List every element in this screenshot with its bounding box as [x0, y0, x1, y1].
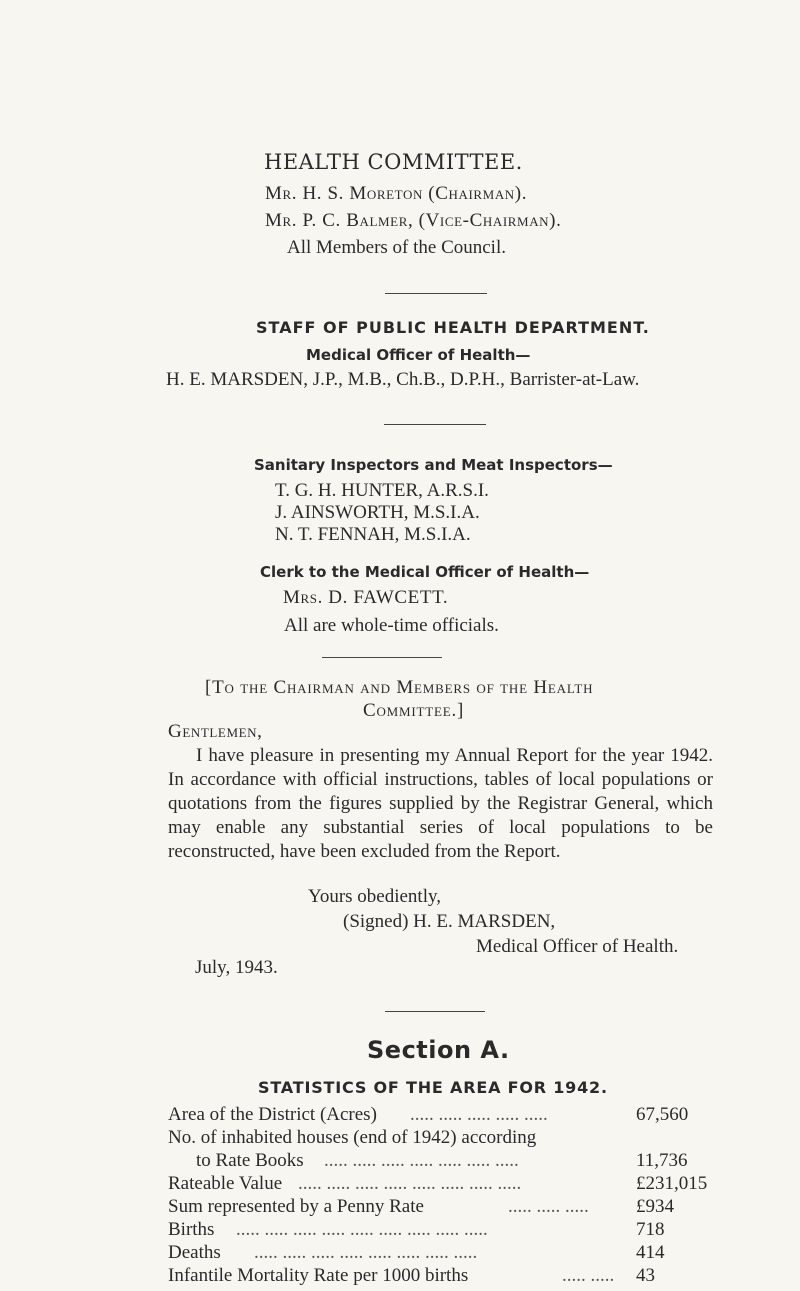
committee-chairman: Mr. H. S. Moreton (Chairman).: [265, 183, 528, 204]
leader-dots: ..... .....: [562, 1265, 615, 1286]
stat-label: Births: [168, 1219, 215, 1240]
stat-label: Deaths: [168, 1242, 221, 1263]
inspectors-label: Sanitary Inspectors and Meat Inspectors—: [254, 456, 613, 474]
letter-address-line1: [To the Chairman and Members of the Health: [205, 677, 594, 698]
committee-members: All Members of the Council.: [287, 237, 506, 258]
committee-title: HEALTH COMMITTEE.: [264, 150, 523, 174]
letter-closing: Yours obediently,: [308, 886, 442, 907]
inspector-item: N. T. FENNAH, M.S.I.A.: [275, 524, 471, 545]
stat-value: £231,015: [636, 1173, 708, 1194]
stat-value: 67,560: [636, 1104, 689, 1125]
letter-date: July, 1943.: [195, 957, 278, 978]
letter-salutation: Gentlemen,: [168, 721, 263, 742]
stat-value: 414: [636, 1242, 665, 1263]
leader-dots: ..... ..... ..... ..... ..... ..... .....: [324, 1150, 519, 1171]
stat-value: 718: [636, 1219, 665, 1240]
clerk-name: Mrs. D. FAWCETT.: [283, 587, 449, 608]
stat-label: to Rate Books: [196, 1150, 304, 1171]
stat-label: Area of the District (Acres): [168, 1104, 377, 1125]
staff-title: STAFF OF PUBLIC HEALTH DEPARTMENT.: [256, 318, 650, 337]
leader-dots: ..... ..... ..... ..... ..... ..... ..... ..... .....: [236, 1219, 488, 1240]
moh-label: Medical Officer of Health—: [306, 346, 531, 364]
divider: [385, 1011, 485, 1012]
divider: [384, 424, 486, 425]
divider: [322, 657, 442, 658]
stat-label: Sum represented by a Penny Rate: [168, 1196, 424, 1217]
letter-body: I have pleasure in presenting my Annual Report for the year 1942. In accordance with official instructions, tables of local populations or quotations from the figures supplied by the Registrar General, which may enable any substantial series of local populations to be reconstructed, have been excluded from the Report.: [168, 745, 713, 862]
section-title: Section A.: [367, 1036, 510, 1064]
leader-dots: ..... ..... ..... ..... ..... ..... ..... .....: [298, 1173, 522, 1194]
stat-value: £934: [636, 1196, 674, 1217]
inspector-item: T. G. H. HUNTER, A.R.S.I.: [275, 480, 489, 501]
inspector-item: J. AINSWORTH, M.S.I.A.: [275, 502, 480, 523]
moh-name: H. E. MARSDEN, J.P., M.B., Ch.B., D.P.H., Barrister-at-Law.: [166, 369, 640, 390]
stat-value: 43: [636, 1265, 655, 1286]
leader-dots: ..... ..... ..... ..... ..... ..... ..... .....: [254, 1242, 478, 1263]
stat-label: Rateable Value: [168, 1173, 283, 1194]
leader-dots: ..... ..... ..... ..... .....: [410, 1104, 548, 1125]
stats-title: STATISTICS OF THE AREA FOR 1942.: [258, 1078, 608, 1097]
stat-label: No. of inhabited houses (end of 1942) according: [168, 1127, 537, 1148]
letter-signature: (Signed) H. E. MARSDEN,: [343, 911, 556, 932]
letter-address-line2: Committee.]: [363, 700, 465, 721]
leader-dots: ..... ..... .....: [508, 1196, 589, 1217]
stat-label: Infantile Mortality Rate per 1000 births: [168, 1265, 469, 1286]
clerk-label: Clerk to the Medical Officer of Health—: [260, 563, 590, 581]
committee-vice-chairman: Mr. P. C. Balmer, (Vice-Chairman).: [265, 210, 562, 231]
whole-time-note: All are whole-time officials.: [284, 615, 499, 636]
divider: [385, 293, 487, 294]
letter-position: Medical Officer of Health.: [476, 936, 679, 957]
stat-value: 11,736: [636, 1150, 688, 1171]
